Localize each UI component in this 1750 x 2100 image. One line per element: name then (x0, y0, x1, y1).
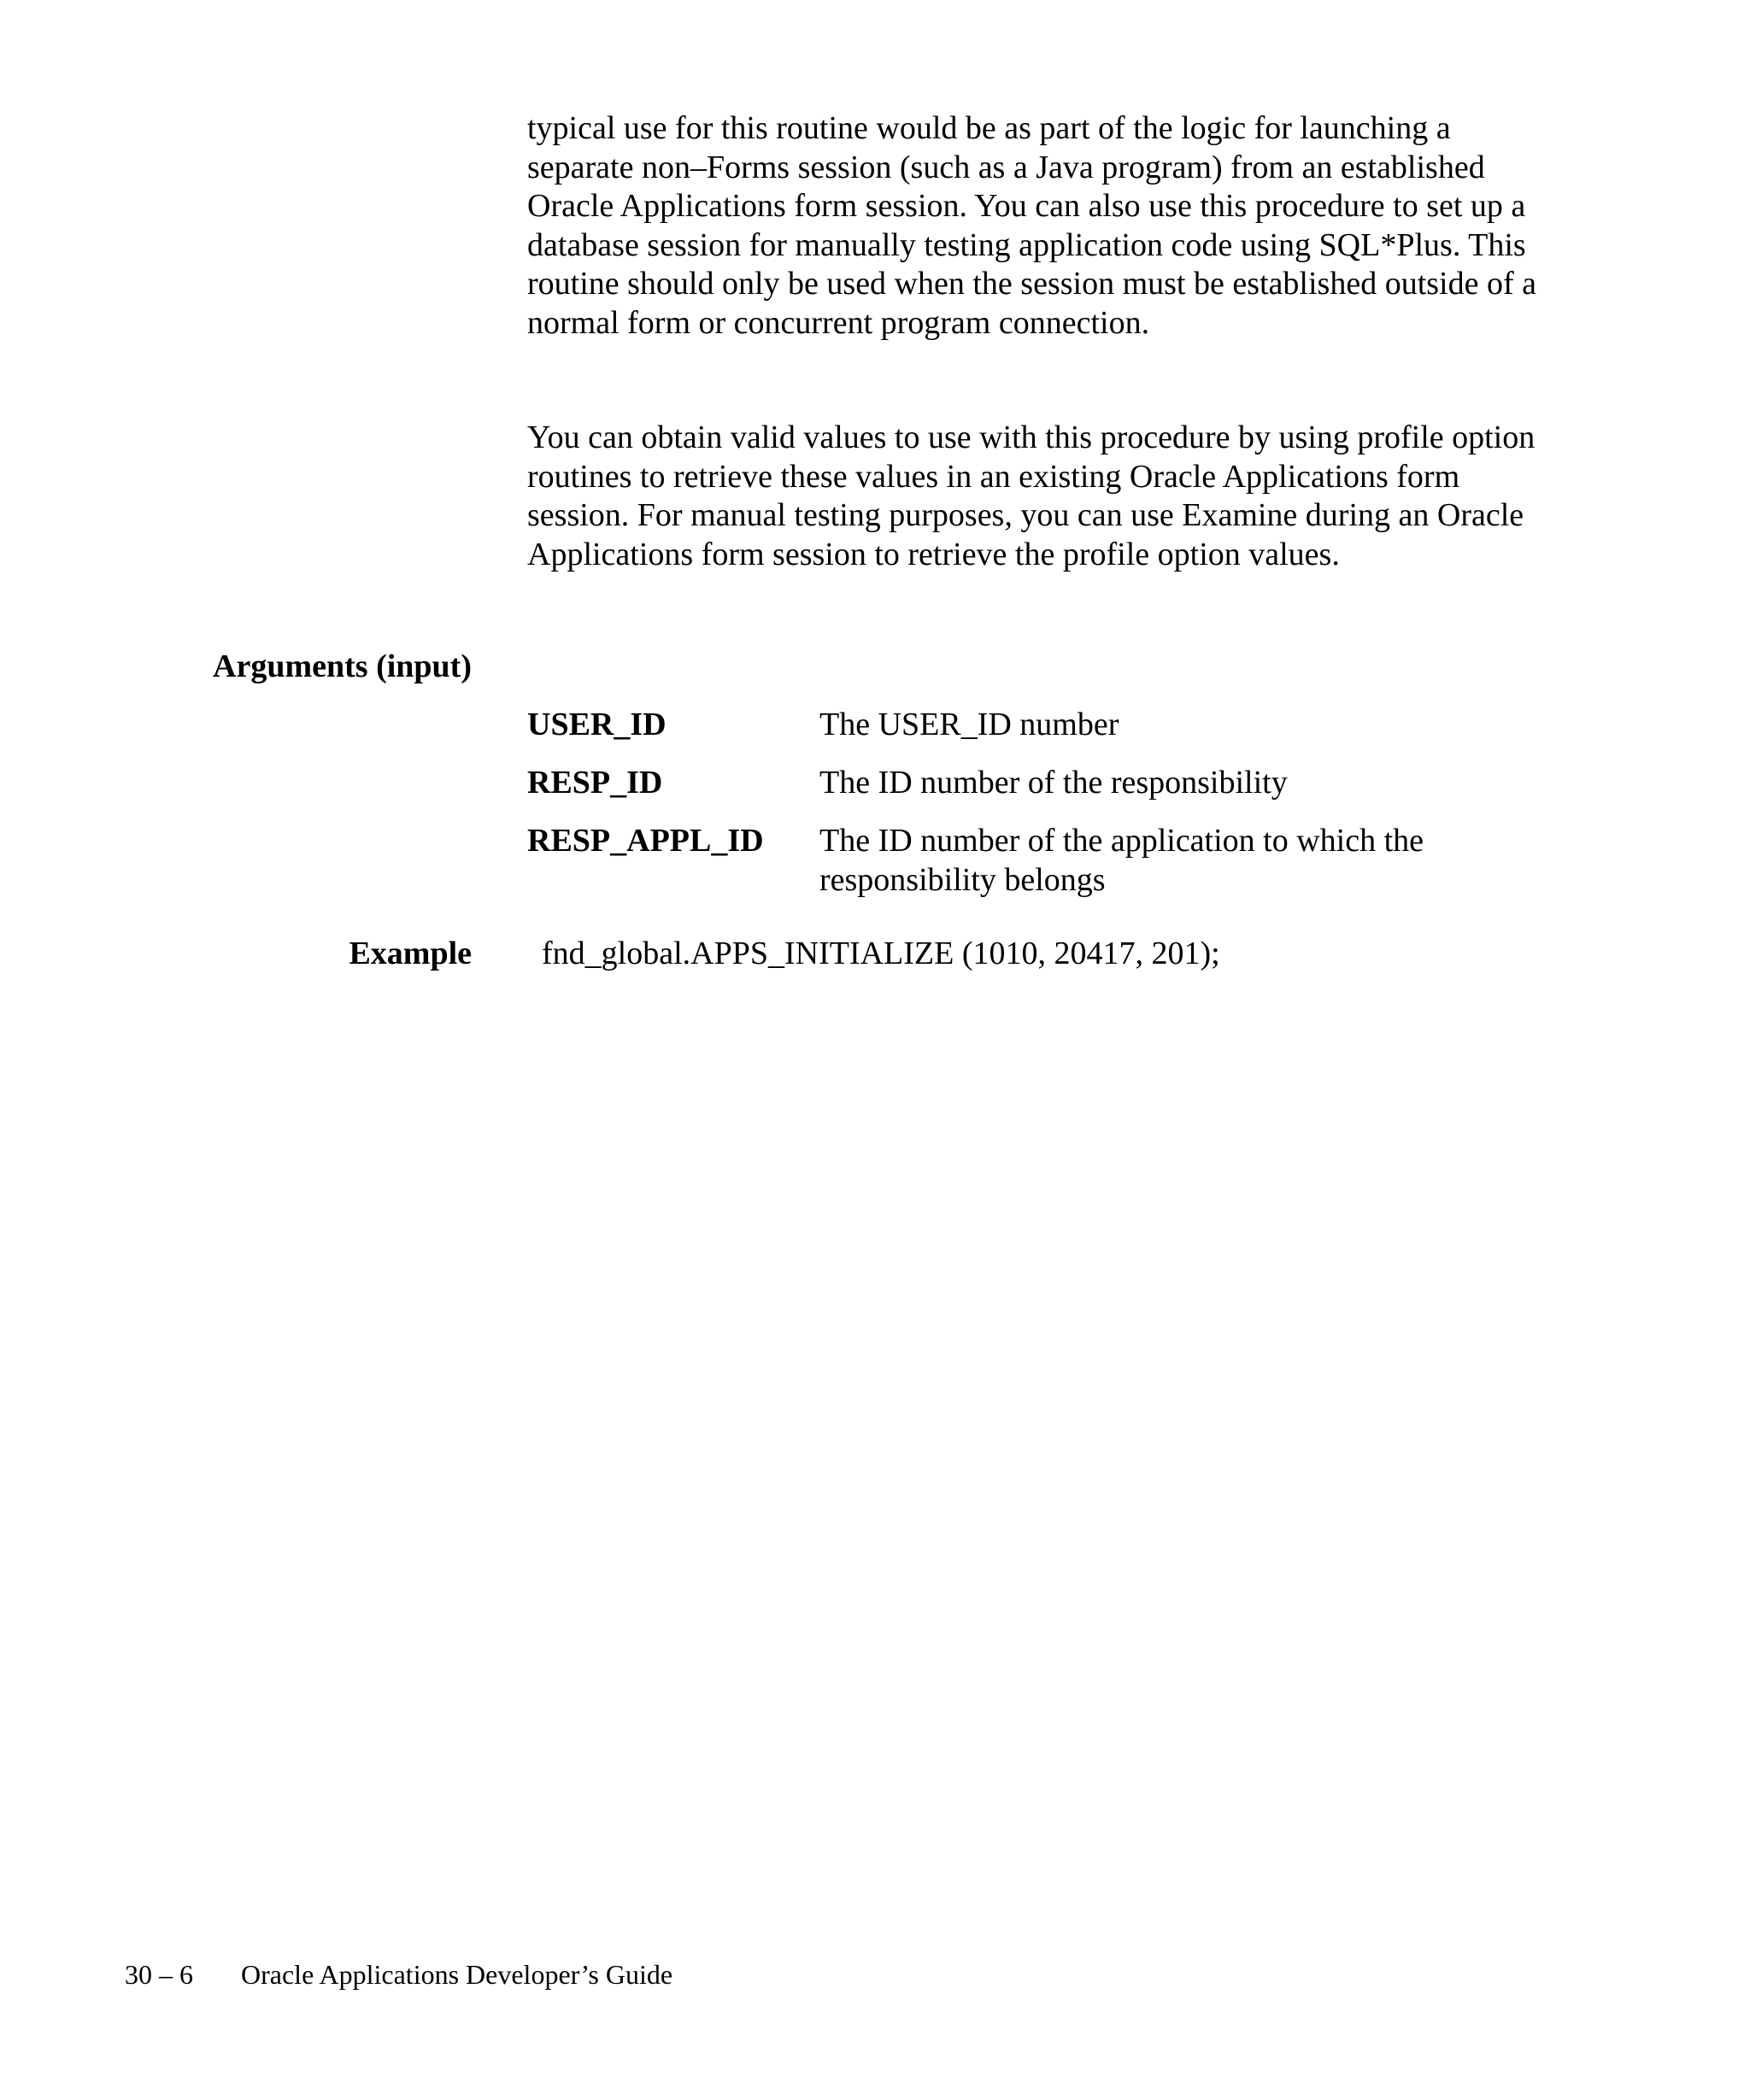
arguments-heading: Arguments (input) (213, 648, 472, 684)
argument-name: RESP_APPL_ID (527, 823, 764, 859)
example-heading: Example (349, 936, 472, 971)
argument-row (527, 764, 1553, 803)
page-footer (125, 1958, 672, 1991)
argument-description: The USER_ID number (819, 707, 1119, 742)
argument-row (527, 706, 1553, 745)
body-paragraph: typical use for this routine would be as part of the logic for launching a separate non–Forms session (such as a Java program) from an established Oracle Applications form session. You can also use this procedure to set up a database session for manually testing application code using SQL*Plus. This routine should only be used when the session must be established outside of a normal form or concurrent program connection. (527, 110, 1536, 341)
argument-name: RESP_ID (527, 765, 663, 801)
argument-row (527, 822, 1553, 900)
body-paragraph: You can obtain valid values to use with this procedure by using profile option routines to retrieve these values in an existing Oracle Applications form session. For manual testing purposes, you can use Examine during an Oracle Applications form session to retrieve the profile option values. (527, 419, 1536, 572)
example-code: fnd_global.APPS_INITIALIZE (1010, 20417, 201); (542, 936, 1220, 971)
book-title: Oracle Applications Developer’s Guide (241, 1959, 673, 1990)
argument-description: The ID number of the application to which the responsibility belongs (819, 823, 1424, 898)
page-number: 30 – 6 (125, 1959, 193, 1990)
argument-name: USER_ID (527, 707, 667, 742)
argument-description: The ID number of the responsibility (819, 765, 1288, 801)
